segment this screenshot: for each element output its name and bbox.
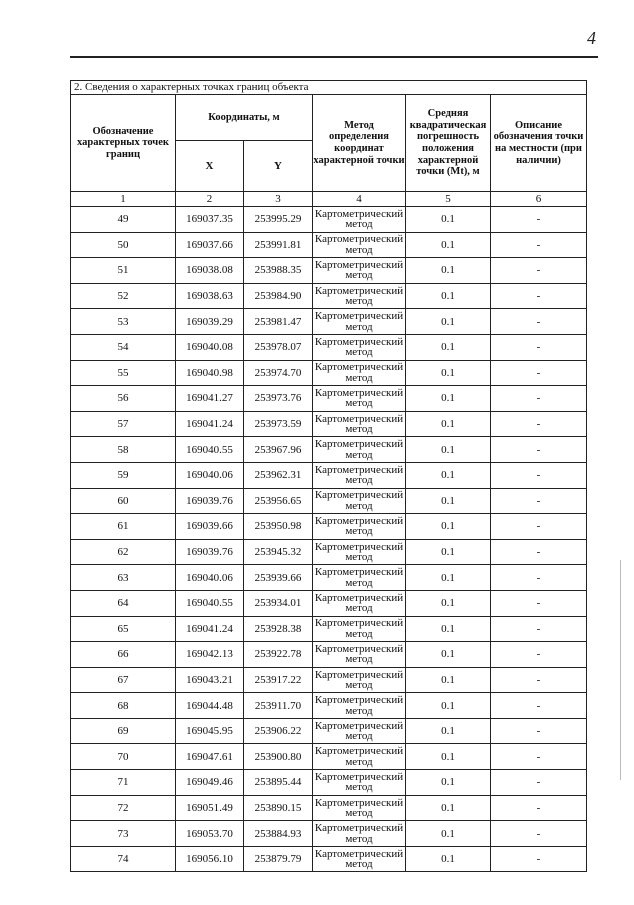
error-cell: 0.1 bbox=[406, 667, 491, 693]
method-line: метод bbox=[345, 243, 373, 256]
point-number-cell: 56 bbox=[71, 386, 176, 412]
x-coordinate-cell: 169039.66 bbox=[176, 514, 244, 540]
method-line: Картометрический bbox=[314, 540, 404, 553]
y-coordinate-cell: 253890.15 bbox=[244, 795, 313, 821]
table-row bbox=[71, 437, 587, 463]
table-row bbox=[71, 411, 587, 437]
description-cell: - bbox=[491, 718, 587, 744]
method-cell bbox=[313, 232, 406, 258]
y-coordinate-cell: 253962.31 bbox=[244, 462, 313, 488]
method-line: Картометрический bbox=[314, 387, 404, 400]
method-cell bbox=[313, 590, 406, 616]
method-cell bbox=[313, 360, 406, 386]
method-line: Картометрический bbox=[314, 310, 404, 323]
method-line: Картометрический bbox=[314, 259, 404, 272]
y-coordinate-cell: 253939.66 bbox=[244, 565, 313, 591]
method-line: метод bbox=[345, 678, 373, 691]
point-number-cell: 51 bbox=[71, 258, 176, 284]
y-coordinate-cell: 253884.93 bbox=[244, 821, 313, 847]
point-number-cell: 66 bbox=[71, 642, 176, 668]
description-cell: - bbox=[491, 846, 587, 872]
x-coordinate-cell: 169041.24 bbox=[176, 616, 244, 642]
point-number-cell: 69 bbox=[71, 718, 176, 744]
error-cell: 0.1 bbox=[406, 590, 491, 616]
x-coordinate-cell: 169053.70 bbox=[176, 821, 244, 847]
x-coordinate-cell: 169039.29 bbox=[176, 309, 244, 335]
method-cell bbox=[313, 616, 406, 642]
y-coordinate-cell: 253981.47 bbox=[244, 309, 313, 335]
point-number-cell: 59 bbox=[71, 462, 176, 488]
error-cell: 0.1 bbox=[406, 488, 491, 514]
error-cell: 0.1 bbox=[406, 232, 491, 258]
method-cell bbox=[313, 283, 406, 309]
method-cell bbox=[313, 718, 406, 744]
error-cell: 0.1 bbox=[406, 565, 491, 591]
method-line: Картометрический bbox=[314, 361, 404, 374]
description-cell: - bbox=[491, 386, 587, 412]
description-cell: - bbox=[491, 667, 587, 693]
table-row bbox=[71, 744, 587, 770]
method-line: метод bbox=[345, 576, 373, 589]
method-line: Картометрический bbox=[314, 847, 404, 860]
method-cell bbox=[313, 411, 406, 437]
method-line: Картометрический bbox=[314, 796, 404, 809]
point-number-cell: 53 bbox=[71, 309, 176, 335]
x-coordinate-cell: 169041.24 bbox=[176, 411, 244, 437]
table-row bbox=[71, 309, 587, 335]
point-number-cell: 62 bbox=[71, 539, 176, 565]
column-number: 2 bbox=[176, 192, 244, 207]
y-coordinate-cell: 253991.81 bbox=[244, 232, 313, 258]
header-error: Средняя квадратическая погрешность положения характерной точки (Mt), м bbox=[406, 95, 491, 192]
table-row bbox=[71, 770, 587, 796]
method-line: метод bbox=[345, 806, 373, 819]
x-coordinate-cell: 169038.63 bbox=[176, 283, 244, 309]
method-line: Картометрический bbox=[314, 668, 404, 681]
x-coordinate-cell: 169051.49 bbox=[176, 795, 244, 821]
method-line: метод bbox=[345, 499, 373, 512]
boundary-points-table bbox=[70, 80, 587, 872]
header-y: Y bbox=[244, 141, 313, 192]
header-x: X bbox=[176, 141, 244, 192]
y-coordinate-cell: 253879.79 bbox=[244, 846, 313, 872]
error-cell: 0.1 bbox=[406, 462, 491, 488]
method-cell bbox=[313, 514, 406, 540]
method-cell bbox=[313, 462, 406, 488]
table-row bbox=[71, 232, 587, 258]
error-cell: 0.1 bbox=[406, 744, 491, 770]
method-line: Картометрический bbox=[314, 463, 404, 476]
x-coordinate-cell: 169039.76 bbox=[176, 488, 244, 514]
point-number-cell: 73 bbox=[71, 821, 176, 847]
error-cell: 0.1 bbox=[406, 360, 491, 386]
y-coordinate-cell: 253984.90 bbox=[244, 283, 313, 309]
method-line: метод bbox=[345, 448, 373, 461]
y-coordinate-cell: 253995.29 bbox=[244, 207, 313, 233]
description-cell: - bbox=[491, 437, 587, 463]
method-line: Картометрический bbox=[314, 566, 404, 579]
description-cell: - bbox=[491, 232, 587, 258]
table-row bbox=[71, 616, 587, 642]
method-cell bbox=[313, 334, 406, 360]
description-cell: - bbox=[491, 488, 587, 514]
table-row bbox=[71, 207, 587, 233]
method-line: Картометрический bbox=[314, 412, 404, 425]
x-coordinate-cell: 169043.21 bbox=[176, 667, 244, 693]
method-line: метод bbox=[345, 832, 373, 845]
y-coordinate-cell: 253974.70 bbox=[244, 360, 313, 386]
method-line: метод bbox=[345, 627, 373, 640]
x-coordinate-cell: 169045.95 bbox=[176, 718, 244, 744]
description-cell: - bbox=[491, 283, 587, 309]
column-number: 4 bbox=[313, 192, 406, 207]
table-row bbox=[71, 462, 587, 488]
y-coordinate-cell: 253911.70 bbox=[244, 693, 313, 719]
method-line: Картометрический bbox=[314, 207, 404, 220]
x-coordinate-cell: 169044.48 bbox=[176, 693, 244, 719]
point-number-cell: 71 bbox=[71, 770, 176, 796]
point-number-cell: 61 bbox=[71, 514, 176, 540]
header-description: Описание обозначения точки на местности (при наличии) bbox=[491, 95, 587, 192]
x-coordinate-cell: 169039.76 bbox=[176, 539, 244, 565]
method-line: метод bbox=[345, 320, 373, 333]
point-number-cell: 67 bbox=[71, 667, 176, 693]
method-line: метод bbox=[345, 371, 373, 384]
column-number: 3 bbox=[244, 192, 313, 207]
table-row bbox=[71, 846, 587, 872]
table-row bbox=[71, 334, 587, 360]
x-coordinate-cell: 169037.66 bbox=[176, 232, 244, 258]
error-cell: 0.1 bbox=[406, 693, 491, 719]
y-coordinate-cell: 253945.32 bbox=[244, 539, 313, 565]
method-cell bbox=[313, 667, 406, 693]
page-number: 4 bbox=[587, 28, 596, 48]
method-line: метод bbox=[345, 397, 373, 410]
method-line: метод bbox=[345, 423, 373, 436]
method-cell bbox=[313, 693, 406, 719]
x-coordinate-cell: 169040.06 bbox=[176, 462, 244, 488]
y-coordinate-cell: 253956.65 bbox=[244, 488, 313, 514]
description-cell: - bbox=[491, 360, 587, 386]
method-line: метод bbox=[345, 474, 373, 487]
y-coordinate-cell: 253900.80 bbox=[244, 744, 313, 770]
method-line: Картометрический bbox=[314, 335, 404, 348]
y-coordinate-cell: 253928.38 bbox=[244, 616, 313, 642]
point-number-cell: 60 bbox=[71, 488, 176, 514]
table-body bbox=[71, 207, 587, 872]
method-cell bbox=[313, 386, 406, 412]
error-cell: 0.1 bbox=[406, 821, 491, 847]
method-line: метод bbox=[345, 704, 373, 717]
method-line: метод bbox=[345, 602, 373, 615]
y-coordinate-cell: 253973.59 bbox=[244, 411, 313, 437]
description-cell: - bbox=[491, 795, 587, 821]
y-coordinate-cell: 253895.44 bbox=[244, 770, 313, 796]
y-coordinate-cell: 253922.78 bbox=[244, 642, 313, 668]
column-number: 6 bbox=[491, 192, 587, 207]
x-coordinate-cell: 169040.06 bbox=[176, 565, 244, 591]
point-number-cell: 63 bbox=[71, 565, 176, 591]
error-cell: 0.1 bbox=[406, 437, 491, 463]
method-line: метод bbox=[345, 269, 373, 282]
description-cell: - bbox=[491, 462, 587, 488]
table-row bbox=[71, 642, 587, 668]
table-row bbox=[71, 590, 587, 616]
y-coordinate-cell: 253973.76 bbox=[244, 386, 313, 412]
y-coordinate-cell: 253950.98 bbox=[244, 514, 313, 540]
table-row bbox=[71, 821, 587, 847]
description-cell: - bbox=[491, 744, 587, 770]
x-coordinate-cell: 169038.08 bbox=[176, 258, 244, 284]
error-cell: 0.1 bbox=[406, 846, 491, 872]
method-line: метод bbox=[345, 551, 373, 564]
method-cell bbox=[313, 821, 406, 847]
x-coordinate-cell: 169041.27 bbox=[176, 386, 244, 412]
header-method: Метод определения координат характерной точки bbox=[313, 95, 406, 192]
method-line: Картометрический bbox=[314, 770, 404, 783]
table-row bbox=[71, 514, 587, 540]
point-number-cell: 72 bbox=[71, 795, 176, 821]
column-number: 5 bbox=[406, 192, 491, 207]
x-coordinate-cell: 169056.10 bbox=[176, 846, 244, 872]
description-cell: - bbox=[491, 770, 587, 796]
table-row bbox=[71, 565, 587, 591]
method-line: метод bbox=[345, 525, 373, 538]
error-cell: 0.1 bbox=[406, 539, 491, 565]
method-line: Картометрический bbox=[314, 822, 404, 835]
method-cell bbox=[313, 437, 406, 463]
method-line: Картометрический bbox=[314, 284, 404, 297]
method-cell bbox=[313, 207, 406, 233]
table-row bbox=[71, 693, 587, 719]
error-cell: 0.1 bbox=[406, 386, 491, 412]
x-coordinate-cell: 169040.98 bbox=[176, 360, 244, 386]
description-cell: - bbox=[491, 616, 587, 642]
method-cell bbox=[313, 258, 406, 284]
method-cell bbox=[313, 565, 406, 591]
column-number: 1 bbox=[71, 192, 176, 207]
point-number-cell: 57 bbox=[71, 411, 176, 437]
point-number-cell: 52 bbox=[71, 283, 176, 309]
method-line: Картометрический bbox=[314, 694, 404, 707]
point-number-cell: 64 bbox=[71, 590, 176, 616]
point-number-cell: 65 bbox=[71, 616, 176, 642]
error-cell: 0.1 bbox=[406, 411, 491, 437]
method-line: Картометрический bbox=[314, 489, 404, 502]
description-cell: - bbox=[491, 258, 587, 284]
error-cell: 0.1 bbox=[406, 514, 491, 540]
error-cell: 0.1 bbox=[406, 616, 491, 642]
point-number-cell: 50 bbox=[71, 232, 176, 258]
table-row bbox=[71, 258, 587, 284]
y-coordinate-cell: 253934.01 bbox=[244, 590, 313, 616]
table-row bbox=[71, 539, 587, 565]
description-cell: - bbox=[491, 411, 587, 437]
method-cell bbox=[313, 744, 406, 770]
header-coordinates: Координаты, м bbox=[176, 95, 313, 141]
top-rule bbox=[70, 56, 598, 58]
method-line: метод bbox=[345, 346, 373, 359]
point-number-cell: 58 bbox=[71, 437, 176, 463]
table-row bbox=[71, 667, 587, 693]
y-coordinate-cell: 253988.35 bbox=[244, 258, 313, 284]
method-line: Картометрический bbox=[314, 719, 404, 732]
error-cell: 0.1 bbox=[406, 258, 491, 284]
x-coordinate-cell: 169042.13 bbox=[176, 642, 244, 668]
method-cell bbox=[313, 309, 406, 335]
error-cell: 0.1 bbox=[406, 283, 491, 309]
header-point-designation: Обозначение характерных точек границ bbox=[71, 95, 176, 192]
description-cell: - bbox=[491, 207, 587, 233]
method-line: Картометрический bbox=[314, 745, 404, 758]
y-coordinate-cell: 253917.22 bbox=[244, 667, 313, 693]
method-cell bbox=[313, 642, 406, 668]
error-cell: 0.1 bbox=[406, 718, 491, 744]
table-row bbox=[71, 386, 587, 412]
method-line: метод bbox=[345, 653, 373, 666]
method-line: Картометрический bbox=[314, 233, 404, 246]
method-cell bbox=[313, 539, 406, 565]
description-cell: - bbox=[491, 821, 587, 847]
method-cell bbox=[313, 846, 406, 872]
description-cell: - bbox=[491, 514, 587, 540]
description-cell: - bbox=[491, 590, 587, 616]
table-row bbox=[71, 795, 587, 821]
table-row bbox=[71, 488, 587, 514]
method-line: метод bbox=[345, 781, 373, 794]
description-cell: - bbox=[491, 309, 587, 335]
section-title: 2. Сведения о характерных точках границ объекта bbox=[71, 81, 587, 95]
table-row bbox=[71, 283, 587, 309]
x-coordinate-cell: 169037.35 bbox=[176, 207, 244, 233]
scan-margin-mark bbox=[620, 560, 621, 780]
method-line: метод bbox=[345, 730, 373, 743]
method-cell bbox=[313, 488, 406, 514]
method-line: Картометрический bbox=[314, 438, 404, 451]
point-number-cell: 68 bbox=[71, 693, 176, 719]
y-coordinate-cell: 253978.07 bbox=[244, 334, 313, 360]
y-coordinate-cell: 253906.22 bbox=[244, 718, 313, 744]
x-coordinate-cell: 169040.08 bbox=[176, 334, 244, 360]
description-cell: - bbox=[491, 539, 587, 565]
error-cell: 0.1 bbox=[406, 309, 491, 335]
x-coordinate-cell: 169040.55 bbox=[176, 437, 244, 463]
x-coordinate-cell: 169049.46 bbox=[176, 770, 244, 796]
error-cell: 0.1 bbox=[406, 334, 491, 360]
description-cell: - bbox=[491, 693, 587, 719]
description-cell: - bbox=[491, 642, 587, 668]
x-coordinate-cell: 169047.61 bbox=[176, 744, 244, 770]
x-coordinate-cell: 169040.55 bbox=[176, 590, 244, 616]
table-row bbox=[71, 360, 587, 386]
point-number-cell: 49 bbox=[71, 207, 176, 233]
method-cell bbox=[313, 770, 406, 796]
error-cell: 0.1 bbox=[406, 770, 491, 796]
method-cell bbox=[313, 795, 406, 821]
method-line: Картометрический bbox=[314, 591, 404, 604]
error-cell: 0.1 bbox=[406, 207, 491, 233]
method-line: метод bbox=[345, 755, 373, 768]
method-line: метод bbox=[345, 295, 373, 308]
method-line: Картометрический bbox=[314, 642, 404, 655]
table-row bbox=[71, 718, 587, 744]
description-cell: - bbox=[491, 334, 587, 360]
y-coordinate-cell: 253967.96 bbox=[244, 437, 313, 463]
description-cell: - bbox=[491, 565, 587, 591]
point-number-cell: 55 bbox=[71, 360, 176, 386]
point-number-cell: 70 bbox=[71, 744, 176, 770]
method-line: метод bbox=[345, 858, 373, 871]
error-cell: 0.1 bbox=[406, 642, 491, 668]
error-cell: 0.1 bbox=[406, 795, 491, 821]
point-number-cell: 74 bbox=[71, 846, 176, 872]
method-line: Картометрический bbox=[314, 617, 404, 630]
method-line: метод bbox=[345, 218, 373, 231]
point-number-cell: 54 bbox=[71, 334, 176, 360]
method-line: Картометрический bbox=[314, 514, 404, 527]
